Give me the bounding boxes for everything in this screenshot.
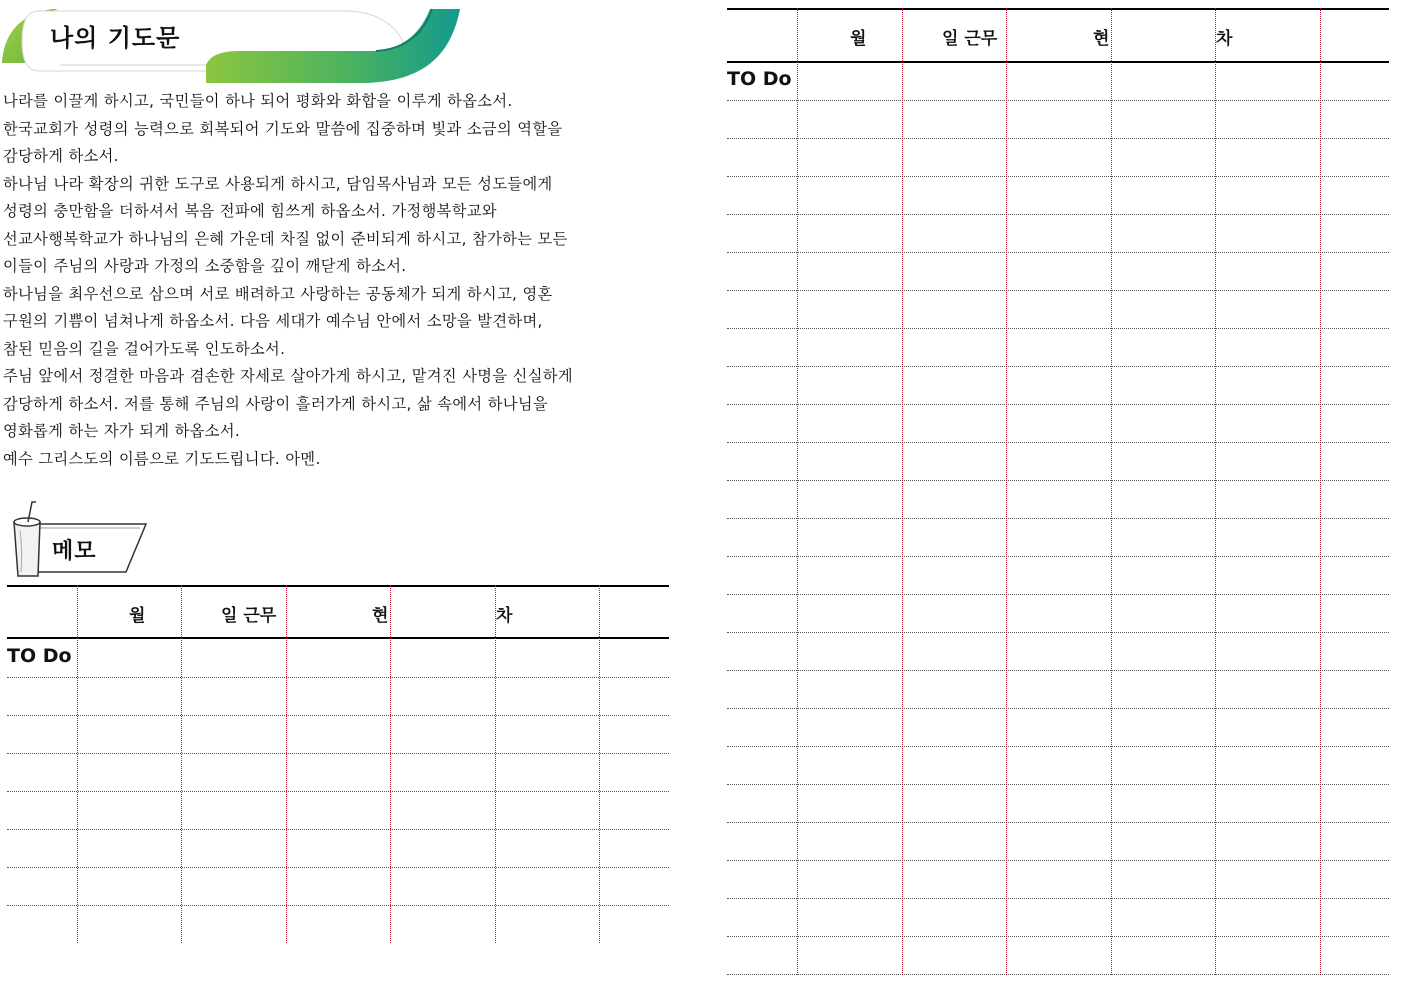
column-rule [495,585,496,943]
prayer-line: 영화롭게 하는 자가 되게 하옵소서. [3,422,241,440]
table-row-line [727,632,1389,633]
table-row-line [727,746,1389,747]
header-hyeon: 현 [372,606,389,626]
table-row-line [727,290,1389,291]
table-row-line [727,936,1389,937]
table-row-line [727,822,1389,823]
column-rule [181,585,182,943]
table-row-line [7,791,669,792]
header-day-shift: 일 근무 [942,29,998,49]
header-month: 월 [129,606,146,626]
table-row-line [7,715,669,716]
prayer-line: 주님 앞에서 정결한 마음과 겸손한 자세로 살아가게 하시고, 맡겨진 사명을 신실하게 [3,367,573,385]
table-header-rule [727,61,1389,63]
table-row-line [727,214,1389,215]
prayer-line: 감당하게 하소서. [3,147,119,165]
prayer-line: 이들이 주님의 사랑과 가정의 소중함을 깊이 깨닫게 하소서. [3,257,407,275]
table-row-line [727,138,1389,139]
todo-label: TO Do [727,68,792,90]
column-rule [1215,8,1216,975]
column-rule [286,585,287,943]
prayer-line: 예수 그리스도의 이름으로 기도드립니다. 아멘. [3,449,321,468]
prayer-line: 성령의 충만함을 더하셔서 복음 전파에 힘쓰게 하옵소서. 가정행복학교와 [3,202,497,220]
prayer-line: 참된 믿음의 길을 걸어가도록 인도하소서. [3,339,286,358]
table-row-line [727,974,1389,975]
table-row-line [727,898,1389,899]
table-row-line [7,905,669,906]
table-row-line [727,328,1389,329]
table-row-line [7,867,669,868]
table-row-line [7,677,669,678]
todo-label: TO Do [7,645,72,667]
column-rule [390,585,391,943]
prayer-title: 나의 기도문 [50,24,181,52]
prayer-line: 구원의 기쁨이 넘쳐나게 하옵소서. 다음 세대가 예수님 안에서 소망을 발견하며, [3,312,543,330]
table-row-line [727,252,1389,253]
prayer-body [3,88,673,473]
schedule-table-left [7,585,669,943]
table-row-line [727,480,1389,481]
column-rule [77,585,78,943]
prayer-line: 나라를 이끌게 하시고, 국민들이 하나 되어 평화와 화합을 이루게 하옵소서. [3,92,513,110]
table-row-line [727,442,1389,443]
table-row-line [727,518,1389,519]
prayer-line: 하나님을 최우선으로 삼으며 서로 배려하고 사랑하는 공동체가 되게 하시고, 영혼 [3,284,553,303]
column-rule [1006,8,1007,975]
column-rule [599,585,600,943]
prayer-line: 감당하게 하소서. 저를 통해 주님의 사랑이 흘러가게 하시고, 삶 속에서 하나님을 [3,394,549,413]
schedule-table-right [727,8,1389,975]
header-month: 월 [850,29,867,49]
table-row-line [727,366,1389,367]
table-row-line [727,594,1389,595]
header-cha: 차 [1216,29,1233,49]
table-row-line [7,829,669,830]
table-row-line [727,784,1389,785]
column-rule [902,8,903,975]
table-row-line [727,176,1389,177]
table-row-line [727,100,1389,101]
table-row-line [727,404,1389,405]
column-rule [1320,8,1321,975]
table-header-rule [7,637,669,639]
header-hyeon: 현 [1093,29,1110,49]
table-row-line [727,670,1389,671]
column-rule [797,8,798,975]
prayer-line: 하나님 나라 확장의 귀한 도구로 사용되게 하시고, 담임목사님과 모든 성도들에게 [3,174,553,193]
table-top-rule [727,8,1389,10]
table-top-rule [7,585,669,587]
table-row-line [727,708,1389,709]
prayer-line: 한국교회가 성령의 능력으로 회복되어 기도와 말씀에 집중하며 빛과 소금의 역할을 [3,119,563,138]
table-row-line [7,753,669,754]
header-day-shift: 일 근무 [221,606,277,626]
table-row-line [727,556,1389,557]
header-cha: 차 [496,606,513,626]
table-row-line [727,860,1389,861]
column-rule [1111,8,1112,975]
prayer-line: 선교사행복학교가 하나님의 은혜 가운데 차질 없이 준비되게 하시고, 참가하는 모든 [3,229,568,248]
memo-title: 메모 [52,539,97,564]
